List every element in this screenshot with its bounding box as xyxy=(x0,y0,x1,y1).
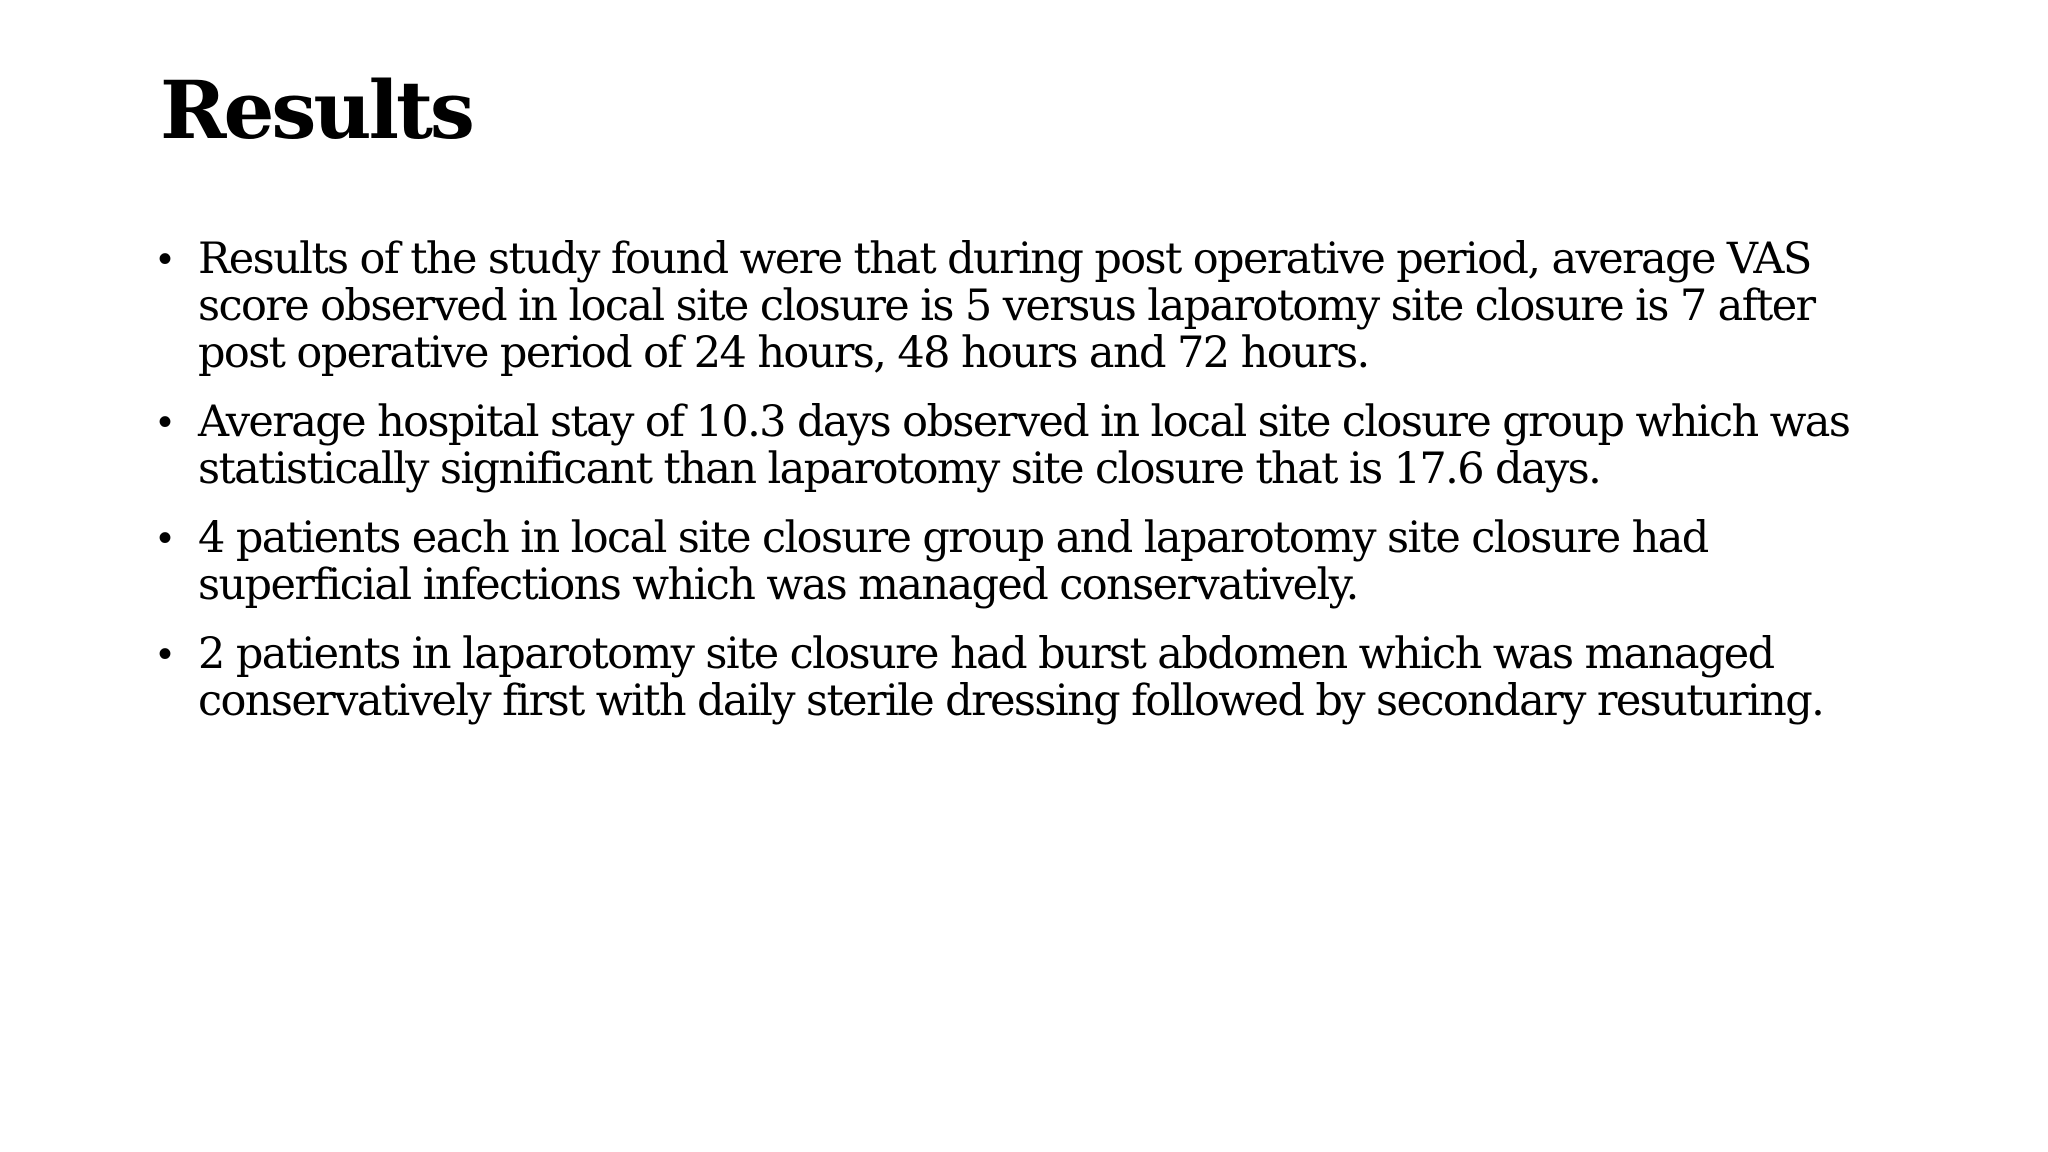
bullet-dot-icon: • xyxy=(158,632,171,676)
bullet-text: Average hospital stay of 10.3 days observed in local site closure group which was statistically significant than laparotomy site closure that is 17.6 days. xyxy=(198,397,1850,494)
bullet-list xyxy=(150,236,1890,747)
bullet-item-infections xyxy=(150,515,1890,609)
bullet-dot-icon: • xyxy=(158,237,171,281)
bullet-dot-icon: • xyxy=(158,400,171,444)
bullet-item-burst-abdomen xyxy=(150,631,1890,725)
bullet-item-hospital-stay xyxy=(150,399,1890,493)
bullet-item-stay-vas xyxy=(150,236,1890,377)
bullet-text: Results of the study found were that during post operative period, average VAS score observed in local site closure is 5 versus laparotomy site closure is 7 after post operative period of 24 hours, 48 hours and 72 hours. xyxy=(198,234,1815,378)
bullet-dot-icon: • xyxy=(158,516,171,560)
bullet-text: 4 patients each in local site closure group and laparotomy site closure had superficial infections which was managed conservatively. xyxy=(198,513,1708,610)
bullet-text: 2 patients in laparotomy site closure had burst abdomen which was managed conservatively first with daily sterile dressing followed by secondary resuturing. xyxy=(198,629,1824,726)
slide-title: Results xyxy=(160,63,472,157)
